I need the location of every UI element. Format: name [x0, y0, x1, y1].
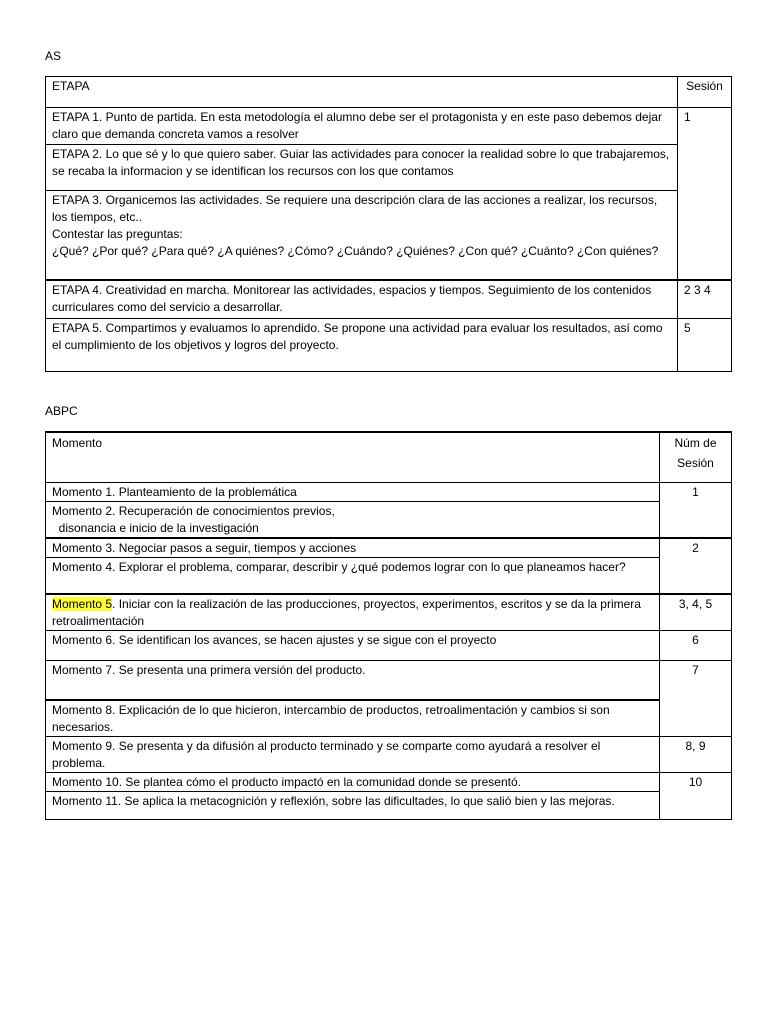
table-row — [46, 280, 732, 319]
table-row — [46, 631, 732, 661]
section-title-abpc: ABPC — [45, 404, 78, 418]
session-cell: 7 — [660, 661, 732, 737]
table-row — [46, 108, 732, 145]
table-row — [46, 557, 732, 594]
session-cell: 1 — [678, 108, 732, 280]
session-cell: 2 — [660, 538, 732, 595]
table-row — [46, 501, 732, 538]
momento-3-cell: Momento 3. Negociar pasos a seguir, tiempos y acciones — [46, 538, 660, 558]
momento-8-cell: Momento 8. Explicación de lo que hicieron, intercambio de productos, retroalimentación y cambios si son necesarios. — [46, 700, 660, 737]
header-momento: Momento — [46, 432, 660, 482]
table-row — [46, 319, 732, 372]
highlighted-text: Momento 5 — [52, 597, 113, 611]
table-row — [46, 191, 732, 280]
table-row — [46, 700, 732, 737]
session-cell: 2 3 4 — [678, 280, 732, 319]
header-num-sesion: Núm de Sesión — [660, 432, 732, 482]
momento-11-cell: Momento 11. Se aplica la metacognición y reflexión, sobre las dificultades, lo que salió bien y las mejoras. — [46, 791, 660, 819]
table-row — [46, 145, 732, 191]
abpc-table — [45, 431, 732, 820]
etapa-2-cell: ETAPA 2. Lo que sé y lo que quiero saber. Guiar las actividades para conocer la realidad sobre lo que trabajaremos, se recaba la informacion y se identifican los recursos con los que contamos — [46, 145, 678, 191]
session-cell: 1 — [660, 482, 732, 538]
etapa-3-cell: ETAPA 3. Organicemos las actividades. Se requiere una descripción clara de las acciones a realizar, los recursos, los tiempos, etc.. Contestar las preguntas: ¿Qué? ¿Por qué? ¿Para qué? ¿A quiénes? ¿Cómo? ¿Cuándo? ¿Quiénes? ¿Con qué? ¿Cuánto? ¿Con quiénes? — [46, 191, 678, 280]
session-cell: 8, 9 — [660, 736, 732, 772]
momento-1-cell: Momento 1. Planteamiento de la problemática — [46, 482, 660, 501]
table-row — [46, 772, 732, 791]
table-row — [46, 661, 732, 700]
session-cell: 6 — [660, 631, 732, 661]
momento-5-cell — [46, 594, 660, 631]
etapa-1-cell: ETAPA 1. Punto de partida. En esta metodología el alumno debe ser el protagonista y en este paso debemos dejar claro que demanda concreta vamos a resolver — [46, 108, 678, 145]
header-etapa: ETAPA — [46, 77, 678, 108]
table-row — [46, 482, 732, 501]
as-table — [45, 76, 732, 372]
momento-5-text: . Iniciar con la realización de las producciones, proyectos, experimentos, escritos y se da la primera retroalimentación — [52, 597, 641, 628]
momento-7-cell: Momento 7. Se presenta una primera versión del producto. — [46, 661, 660, 700]
etapa-4-cell: ETAPA 4. Creatividad en marcha. Monitorear las actividades, espacios y tiempos. Seguimiento de los contenidos curriculares como del servicio a desarrollar. — [46, 280, 678, 319]
table-row — [46, 791, 732, 819]
momento-6-cell: Momento 6. Se identifican los avances, se hacen ajustes y se sigue con el proyecto — [46, 631, 660, 661]
table-row — [46, 736, 732, 772]
momento-10-cell: Momento 10. Se plantea cómo el producto impactó en la comunidad donde se presentó. — [46, 772, 660, 791]
section-title-as: AS — [45, 49, 62, 63]
momento-2-cell: Momento 2. Recuperación de conocimientos previos, disonancia e inicio de la investigación — [46, 501, 660, 538]
session-cell: 10 — [660, 772, 732, 819]
session-cell: 3, 4, 5 — [660, 594, 732, 631]
table-row — [46, 538, 732, 558]
table-header-row — [46, 432, 732, 482]
header-sesion: Sesión — [678, 77, 732, 108]
momento-4-cell: Momento 4. Explorar el problema, comparar, describir y ¿qué podemos lograr con lo que planeamos hacer? — [46, 557, 660, 594]
momento-9-cell: Momento 9. Se presenta y da difusión al producto terminado y se comparte como ayudará a resolver el problema. — [46, 736, 660, 772]
table-header-row — [46, 77, 732, 108]
etapa-5-cell: ETAPA 5. Compartimos y evaluamos lo aprendido. Se propone una actividad para evaluar los resultados, así como el cumplimiento de los objetivos y logros del proyecto. — [46, 319, 678, 372]
table-row — [46, 594, 732, 631]
session-cell: 5 — [678, 319, 732, 372]
